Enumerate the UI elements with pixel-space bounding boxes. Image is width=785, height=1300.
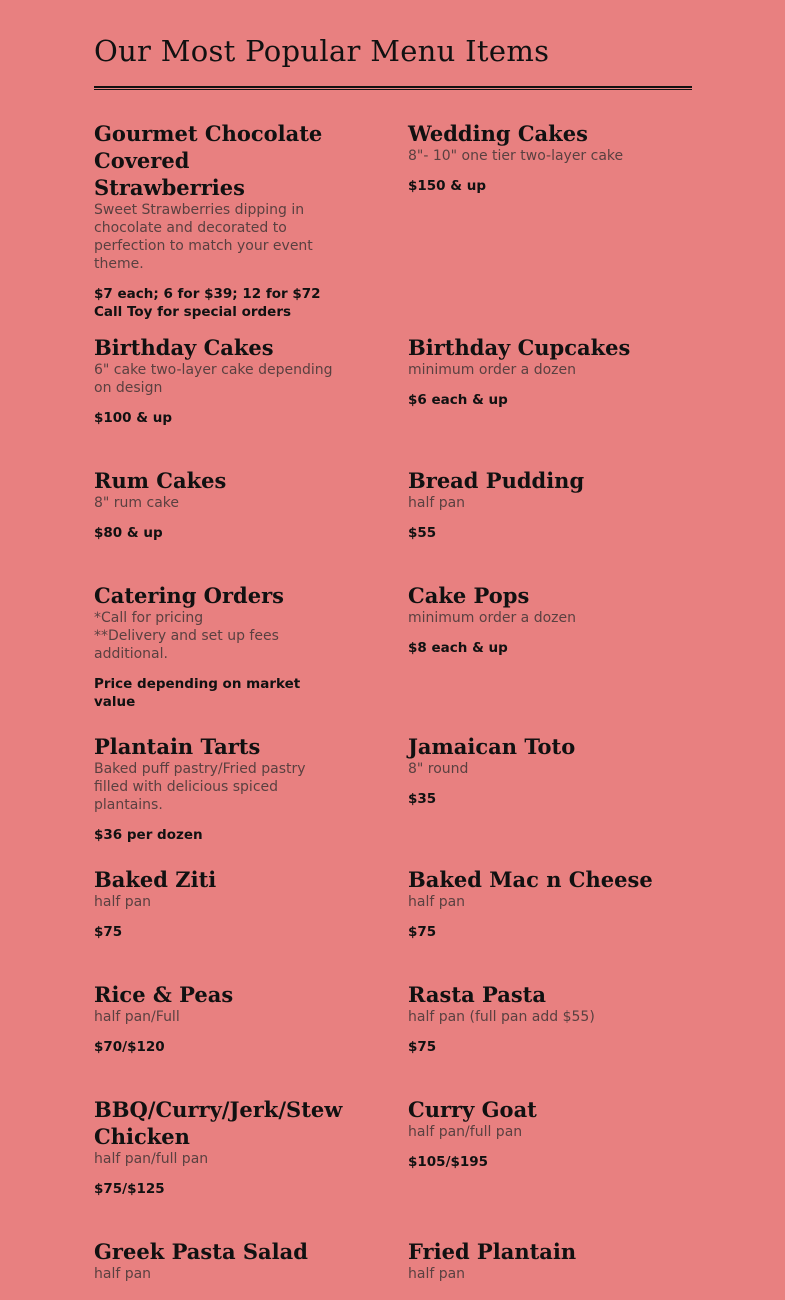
item-description: 8"- 10" one tier two-layer cake bbox=[408, 148, 624, 164]
item-description: half pan/full pan bbox=[94, 1151, 209, 1167]
item-description: *Call for pricing **Delivery and set up fees additional. bbox=[94, 610, 279, 662]
item-name: Rasta Pasta bbox=[408, 982, 546, 1007]
item-price: $75 bbox=[94, 924, 123, 940]
title-divider bbox=[94, 86, 692, 90]
item-description: half pan bbox=[408, 1266, 466, 1282]
item-description: 8" round bbox=[408, 761, 469, 777]
item-price: $55 bbox=[408, 525, 437, 541]
item-price: $7 each; 6 for $39; 12 for $72 Call Toy for special orders bbox=[94, 286, 321, 320]
menu-item-baked-mac-n-cheese bbox=[408, 866, 692, 941]
menu-item-chicken bbox=[94, 1096, 344, 1198]
item-name: Cake Pops bbox=[408, 583, 530, 608]
item-name: Wedding Cakes bbox=[408, 121, 588, 146]
item-name: Gourmet Chocolate Covered Strawberries bbox=[94, 121, 323, 200]
item-description: half pan bbox=[408, 894, 466, 910]
item-description: 6" cake two-layer cake depending on design bbox=[94, 362, 333, 396]
item-name: Birthday Cakes bbox=[94, 335, 274, 360]
item-price: Price depending on market value bbox=[94, 676, 301, 710]
item-price: $75/$125 bbox=[94, 1181, 165, 1197]
page-title: Our Most Popular Menu Items bbox=[94, 34, 550, 68]
item-description: half pan/Full bbox=[94, 1009, 180, 1025]
item-price: $75 bbox=[408, 924, 437, 940]
menu-item-wedding-cakes bbox=[408, 120, 692, 195]
item-name: Rice & Peas bbox=[94, 982, 234, 1007]
item-name: Baked Ziti bbox=[94, 867, 217, 892]
item-name: Plantain Tarts bbox=[94, 734, 261, 759]
item-description: Baked puff pastry/Fried pastry filled with delicious spiced plantains. bbox=[94, 761, 306, 813]
menu-item-birthday-cakes bbox=[94, 334, 344, 427]
item-description: half pan (full pan add $55) bbox=[408, 1009, 595, 1025]
item-description: half pan bbox=[94, 1266, 152, 1282]
menu-item-greek-pasta-salad bbox=[94, 1238, 344, 1283]
item-name: Catering Orders bbox=[94, 583, 284, 608]
menu-item-jamaican-toto bbox=[408, 733, 692, 808]
menu-item-curry-goat bbox=[408, 1096, 692, 1171]
item-description: half pan bbox=[408, 495, 466, 511]
item-price: $6 each & up bbox=[408, 392, 508, 408]
item-name: Bread Pudding bbox=[408, 468, 585, 493]
item-price: $36 per dozen bbox=[94, 827, 203, 843]
item-price: $8 each & up bbox=[408, 640, 508, 656]
item-name: BBQ/Curry/Jerk/Stew Chicken bbox=[94, 1097, 343, 1149]
menu-item-cake-pops bbox=[408, 582, 692, 657]
menu-item-catering-orders bbox=[94, 582, 344, 711]
item-price: $35 bbox=[408, 791, 437, 807]
menu-item-bread-pudding bbox=[408, 467, 692, 542]
item-price: $70/$120 bbox=[94, 1039, 165, 1055]
item-name: Baked Mac n Cheese bbox=[408, 867, 653, 892]
item-description: 8" rum cake bbox=[94, 495, 180, 511]
menu-item-gourmet-strawberries bbox=[94, 120, 344, 321]
menu-item-rum-cakes bbox=[94, 467, 344, 542]
item-price: $75 bbox=[408, 1039, 437, 1055]
item-price: $80 & up bbox=[94, 525, 163, 541]
item-description: minimum order a dozen bbox=[408, 362, 576, 378]
item-name: Fried Plantain bbox=[408, 1239, 577, 1264]
item-name: Rum Cakes bbox=[94, 468, 227, 493]
menu-item-baked-ziti bbox=[94, 866, 344, 941]
menu-item-rice-and-peas bbox=[94, 981, 344, 1056]
item-name: Birthday Cupcakes bbox=[408, 335, 631, 360]
menu-item-fried-plantain bbox=[408, 1238, 692, 1283]
item-name: Curry Goat bbox=[408, 1097, 537, 1122]
item-name: Jamaican Toto bbox=[408, 734, 576, 759]
item-name: Greek Pasta Salad bbox=[94, 1239, 308, 1264]
item-description: half pan bbox=[94, 894, 152, 910]
item-description: minimum order a dozen bbox=[408, 610, 576, 626]
item-price: $100 & up bbox=[94, 410, 173, 426]
item-price: $105/$195 bbox=[408, 1154, 489, 1170]
item-description: Sweet Strawberries dipping in chocolate and decorated to perfection to match your event theme. bbox=[94, 202, 313, 272]
menu-item-birthday-cupcakes bbox=[408, 334, 692, 409]
item-price: $150 & up bbox=[408, 178, 487, 194]
menu-item-rasta-pasta bbox=[408, 981, 692, 1056]
menu-item-plantain-tarts bbox=[94, 733, 344, 844]
item-description: half pan/full pan bbox=[408, 1124, 523, 1140]
